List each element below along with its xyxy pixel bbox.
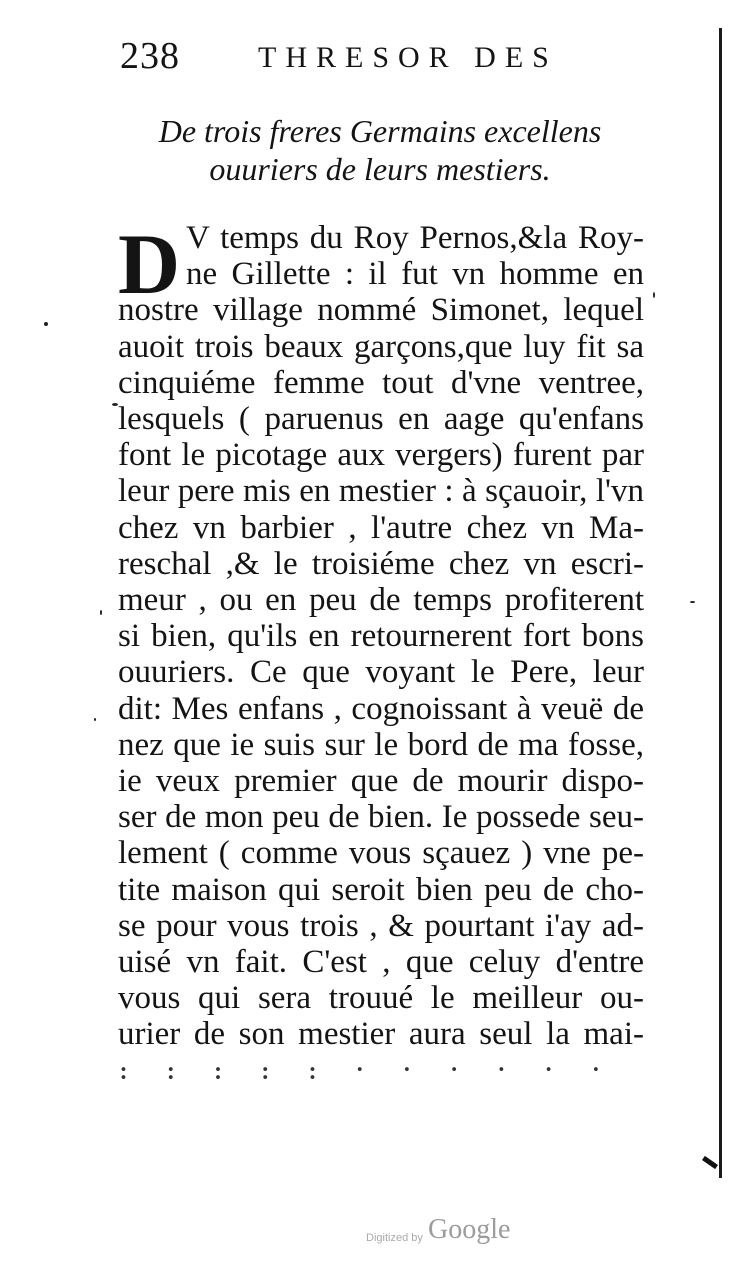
text-line: meur , ou en peu de temps profiterent xyxy=(118,582,644,618)
scan-speck xyxy=(100,610,102,615)
page-edge-line xyxy=(719,28,722,1178)
text-line: lesquels ( paruenus en aage qu'enfans xyxy=(118,401,644,437)
text-line: ser de mon peu de bien. Ie possede seu- xyxy=(118,799,644,836)
watermark-small-text: Digitized by xyxy=(366,1232,423,1244)
scan-speck xyxy=(653,292,655,298)
text-line: tite maison qui seroit bien peu de cho- xyxy=(118,871,644,908)
text-line: reschal ,& le troisiéme chez vn escri- xyxy=(118,545,644,582)
google-logo-text: Google xyxy=(428,1214,511,1245)
text-line: ouuriers. Ce que voyant le Pere, leur xyxy=(118,654,644,691)
text-line: ie veux premier que de mourir dispo- xyxy=(118,763,644,799)
chapter-title-line-1: De trois freres Germains excellens xyxy=(158,113,602,149)
scan-speck xyxy=(112,403,118,406)
digitized-by-google-watermark xyxy=(366,1214,526,1254)
text-line: nez que ie suis sur le bord de ma fosse, xyxy=(118,726,644,763)
text-line: dit: Mes enfans , cognoissant à veuë de xyxy=(118,690,644,727)
text-line: nostre village nommé Simonet, lequel xyxy=(118,292,644,329)
text-line: font le picotage aux vergers) furent par xyxy=(118,437,644,474)
scan-speck xyxy=(94,718,96,721)
text-line: V temps du Roy Pernos,&la Roy- xyxy=(186,220,644,256)
text-line: si bien, qu'ils en retournerent fort bons xyxy=(118,618,644,655)
page-number: 238 xyxy=(120,35,180,77)
text-line: urier de son mestier aura seul la mai- xyxy=(118,1016,644,1053)
scan-speck xyxy=(44,322,48,326)
cut-off-next-line: · · · · · · · · · · · · · · · · xyxy=(118,1052,616,1096)
text-line: se pour vous trois , & pourtant i'ay ad- xyxy=(118,907,644,944)
running-head xyxy=(120,32,640,80)
text-line: lement ( comme vous sçauez ) vne pe- xyxy=(118,835,644,872)
text-line: ne Gillette : il fut vn homme en xyxy=(186,256,644,293)
scan-speck xyxy=(690,601,695,603)
text-line: uisé vn fait. C'est , que celuy d'entre xyxy=(118,944,644,980)
running-head-title: THRESOR DES xyxy=(258,41,558,74)
chapter-title xyxy=(120,112,640,188)
chapter-title-line-2: ouuriers de leurs mestiers. xyxy=(209,151,551,187)
text-line: cinquiéme femme tout d'vne ventree, xyxy=(118,364,644,401)
page-edge-mark xyxy=(702,1156,718,1169)
text-line: leur pere mis en mestier : à sçauoir, l'vn xyxy=(118,473,644,510)
text-line: vous qui sera trouué le meilleur ou- xyxy=(118,980,644,1017)
text-line: auoit trois beaux garçons,que luy fit sa xyxy=(118,328,644,365)
drop-cap: D xyxy=(118,216,181,312)
text-line: chez vn barbier , l'autre chez vn Ma- xyxy=(118,509,644,546)
